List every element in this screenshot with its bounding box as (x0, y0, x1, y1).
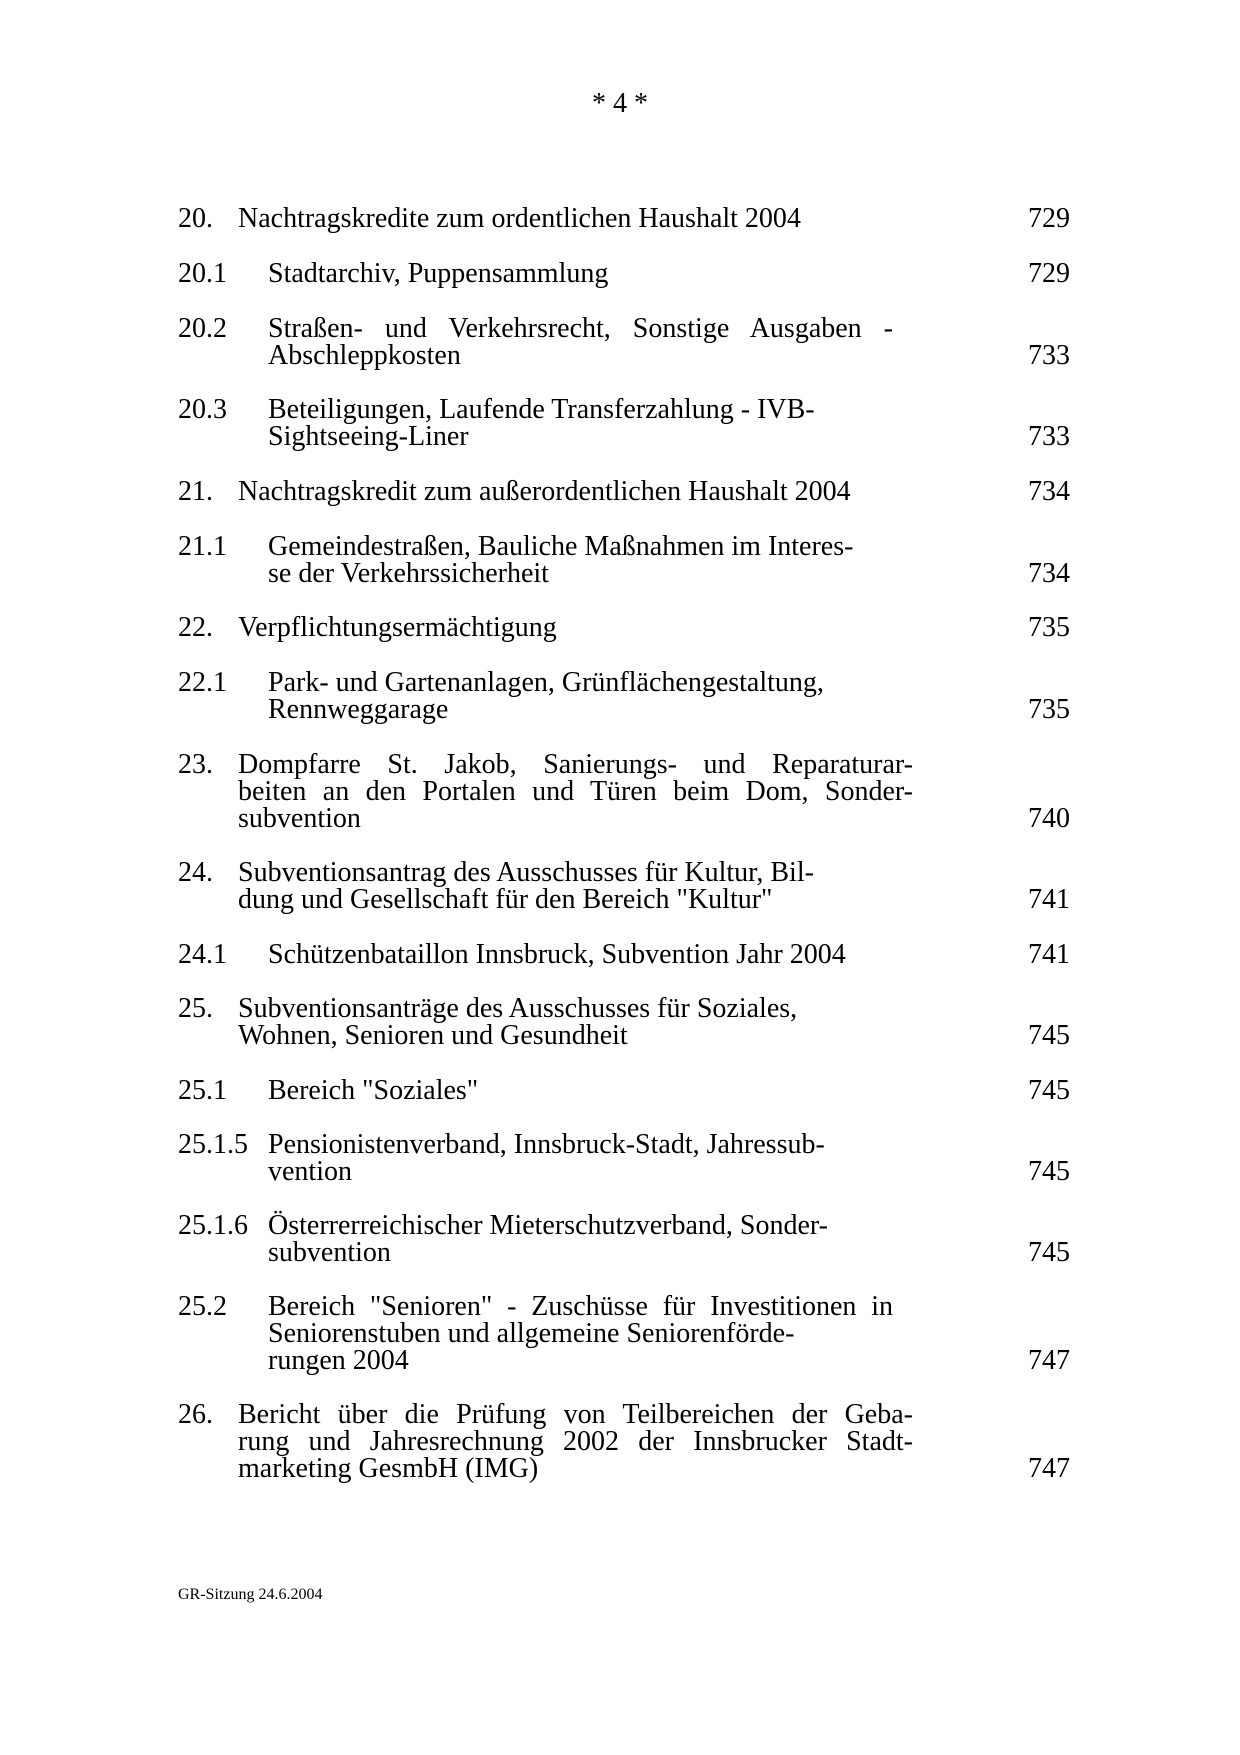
page-number-header: * 4 * (592, 88, 648, 119)
toc-entry-title (268, 669, 1073, 723)
toc-entry-24 (178, 859, 1070, 913)
toc-entry-25-1-6 (178, 1212, 1070, 1266)
toc-entry-page: 734 (1028, 476, 1070, 507)
toc-entry-number: 20.2 (178, 313, 227, 344)
toc-entry-21 (178, 478, 1070, 505)
toc-entry-title (238, 478, 1073, 505)
toc-entry-number: 23. (178, 749, 213, 780)
toc-entry-page: 729 (1028, 258, 1070, 289)
toc-entry-title (268, 1293, 1073, 1374)
toc-entry-line: Beteiligungen, Laufende Transferzahlung - IVB- (268, 394, 815, 425)
toc-entry-title (238, 859, 1073, 913)
toc-entry-22-1 (178, 669, 1070, 723)
toc-entry-page: 729 (1028, 203, 1070, 234)
toc-entry-line: Straßen- und Verkehrsrecht, Sonstige Ausgaben - (268, 313, 893, 344)
toc-entry-page: 733 (1028, 340, 1070, 371)
toc-entry-25-1-5 (178, 1131, 1070, 1185)
toc-entry-line: vention (268, 1156, 352, 1187)
toc-entry-line: se der Verkehrssicherheit (268, 558, 549, 589)
toc-entry-title (268, 260, 1073, 287)
toc-entry-title (268, 1077, 1073, 1104)
toc-entry-page: 735 (1028, 612, 1070, 643)
toc-entry-page: 747 (1028, 1345, 1070, 1376)
toc-entry-number: 24.1 (178, 939, 227, 970)
page-footer: GR-Sitzung 24.6.2004 (178, 1586, 323, 1603)
toc-entry-page: 745 (1028, 1156, 1070, 1187)
toc-entry-page: 741 (1028, 884, 1070, 915)
toc-entry-line: Park- und Gartenanlagen, Grünflächengestaltung, (268, 667, 824, 698)
toc-entry-title (238, 751, 1073, 832)
toc-entry-line: subvention (268, 1237, 391, 1268)
toc-entry-23 (178, 751, 1070, 832)
toc-entry-line: Seniorenstuben und allgemeine Seniorenförde- (268, 1318, 795, 1349)
toc-entry-title (268, 1131, 1073, 1185)
toc-entry-line: Bereich "Soziales" (268, 1075, 479, 1106)
toc-entry-line: Nachtragskredite zum ordentlichen Haushalt 2004 (238, 203, 801, 234)
toc-entry-page: 745 (1028, 1075, 1070, 1106)
toc-entry-page: 733 (1028, 421, 1070, 452)
toc-entry-line: Verpflichtungsermächtigung (238, 612, 557, 643)
toc-entry-number: 21.1 (178, 531, 227, 562)
toc-entry-line: Rennweggarage (268, 694, 449, 725)
toc-entry-20 (178, 205, 1070, 232)
toc-entry-number: 24. (178, 857, 213, 888)
toc-entry-title (238, 614, 1073, 641)
toc-entry-line: beiten an den Portalen und Türen beim Dom, Sonder- (238, 776, 913, 807)
toc-entry-number: 25.1 (178, 1075, 227, 1106)
toc-entry-number: 25. (178, 993, 213, 1024)
toc-entry-title (268, 533, 1073, 587)
toc-entry-line: Dompfarre St. Jakob, Sanierungs- und Reparaturar- (238, 749, 913, 780)
toc-entry-number: 21. (178, 476, 213, 507)
toc-entry-line: Pensionistenverband, Innsbruck-Stadt, Jahressub- (268, 1129, 825, 1160)
toc-entry-title (238, 205, 1073, 232)
toc-entry-line: Subventionsanträge des Ausschusses für Soziales, (238, 993, 798, 1024)
toc-entry-25-1 (178, 1077, 1070, 1104)
toc-entry-line: Österrerreichischer Mieterschutzverband, Sonder- (268, 1210, 828, 1241)
toc-entry-line: rungen 2004 (268, 1345, 409, 1376)
toc-entry-line: Wohnen, Senioren und Gesundheit (238, 1020, 628, 1051)
toc-entry-line: Sightseeing-Liner (268, 421, 469, 452)
toc-entry-title (268, 396, 1073, 450)
toc-entry-20-3 (178, 396, 1070, 450)
toc-entry-line: Nachtragskredit zum außerordentlichen Haushalt 2004 (238, 476, 851, 507)
toc-entry-line: Stadtarchiv, Puppensammlung (268, 258, 609, 289)
toc-entry-title (268, 1212, 1073, 1266)
toc-entry-line: dung und Gesellschaft für den Bereich "Kultur" (238, 884, 773, 915)
toc-entry-20-1 (178, 260, 1070, 287)
toc-entry-title (268, 941, 1073, 968)
toc-entry-line: marketing GesmbH (IMG) (238, 1453, 539, 1484)
toc-entry-line: Schützenbataillon Innsbruck, Subvention Jahr 2004 (268, 939, 846, 970)
toc-entry-title (268, 315, 1073, 369)
toc-entry-line: Abschleppkosten (268, 340, 461, 371)
toc-entry-24-1 (178, 941, 1070, 968)
toc-entry-22 (178, 614, 1070, 641)
toc-entry-line: Subventionsantrag des Ausschusses für Kultur, Bil- (238, 857, 814, 888)
toc-entry-26 (178, 1401, 1070, 1482)
toc-entry-page: 745 (1028, 1237, 1070, 1268)
toc-entry-line: Gemeindestraßen, Bauliche Maßnahmen im Interes- (268, 531, 854, 562)
toc-entry-page: 741 (1028, 939, 1070, 970)
toc-entry-number: 22.1 (178, 667, 227, 698)
toc-entry-25-2 (178, 1293, 1070, 1374)
toc-entry-21-1 (178, 533, 1070, 587)
toc-entry-line: rung und Jahresrechnung 2002 der Innsbrucker Stadt- (238, 1426, 913, 1457)
toc-entry-line: subvention (238, 803, 361, 834)
toc-entry-number: 25.1.6 (178, 1210, 248, 1241)
toc-entry-number: 20.3 (178, 394, 227, 425)
toc-entry-line: Bericht über die Prüfung von Teilbereichen der Geba- (238, 1399, 913, 1430)
toc-entry-page: 747 (1028, 1453, 1070, 1484)
toc-entry-page: 745 (1028, 1020, 1070, 1051)
toc-entry-page: 740 (1028, 803, 1070, 834)
toc-entry-title (238, 995, 1073, 1049)
toc-entry-number: 20.1 (178, 258, 227, 289)
toc-entry-line: Bereich "Senioren" - Zuschüsse für Investitionen in (268, 1291, 893, 1322)
toc-entry-20-2 (178, 315, 1070, 369)
toc-entry-number: 20. (178, 203, 213, 234)
toc-entry-25 (178, 995, 1070, 1049)
toc-entry-number: 22. (178, 612, 213, 643)
toc-entry-number: 25.1.5 (178, 1129, 248, 1160)
toc-entry-page: 734 (1028, 558, 1070, 589)
toc-entry-page: 735 (1028, 694, 1070, 725)
toc-entry-number: 26. (178, 1399, 213, 1430)
toc-entry-title (238, 1401, 1073, 1482)
toc-entry-number: 25.2 (178, 1291, 227, 1322)
